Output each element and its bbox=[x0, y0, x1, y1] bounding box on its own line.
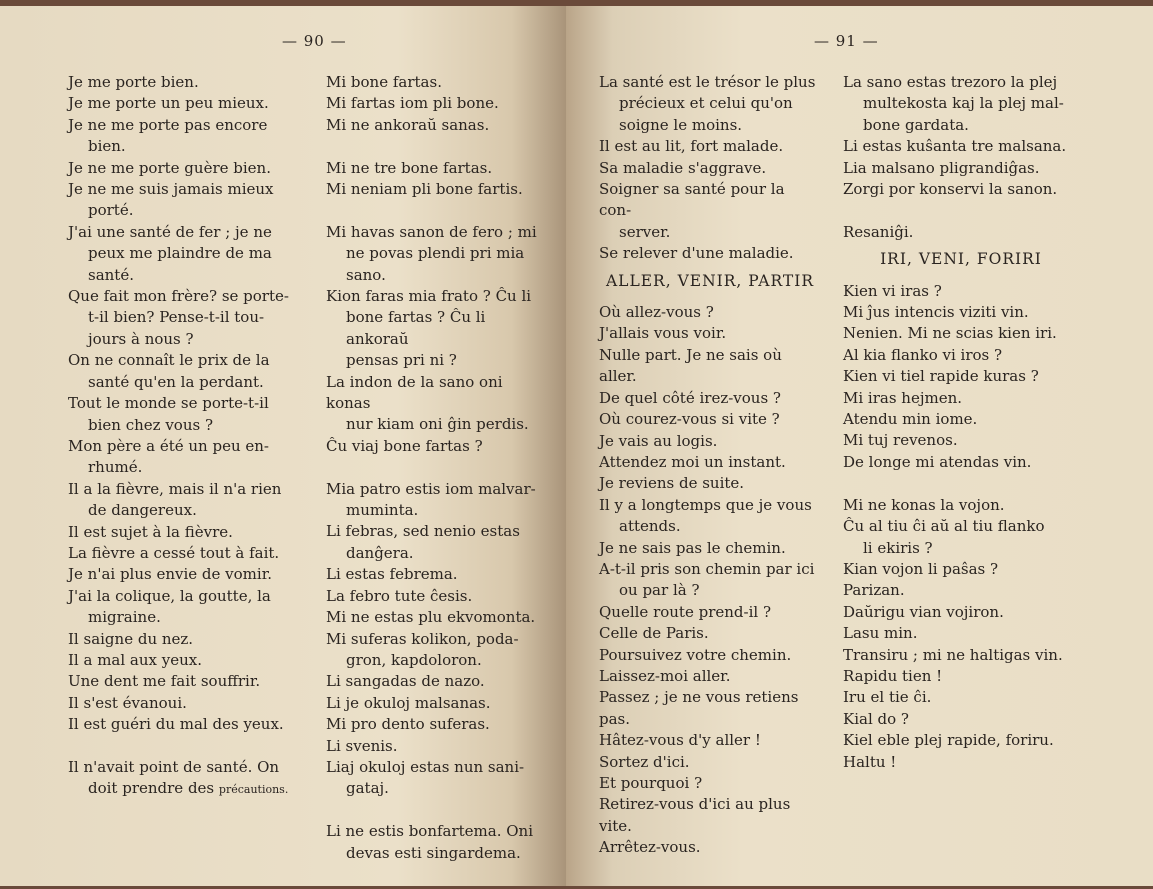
phrase: Kiel eble plej rapide, foriru. bbox=[843, 731, 1054, 750]
phrase: Haltu ! bbox=[843, 752, 897, 771]
phrase: Li ne estis bonfartema. Oni bbox=[326, 822, 534, 841]
phrase: Mi iras hejmen. bbox=[843, 388, 963, 407]
phrase: Mon père a été un peu en- bbox=[68, 436, 269, 455]
phrase: Mi ne tre bone fartas. bbox=[326, 158, 493, 177]
phrase: Je me porte un peu mieux. bbox=[68, 94, 269, 113]
phrase-part-small: précautions. bbox=[218, 783, 289, 797]
phrase: La sano estas trezoro la plej bbox=[843, 73, 1058, 91]
phrase: Je vais au logis. bbox=[599, 431, 718, 450]
phrase: Laissez-moi aller. bbox=[599, 666, 731, 685]
phrase: Lia malsano pligrandiĝas. bbox=[843, 158, 1040, 177]
phrase: Je ne me porte guère bien. bbox=[68, 158, 271, 177]
phrase: Li estas febrema. bbox=[326, 565, 458, 584]
phrase: précieux et celui qu'on bbox=[619, 94, 793, 113]
phrase: Je reviens de suite. bbox=[599, 474, 745, 493]
phrase: migraine. bbox=[88, 608, 161, 627]
right-page bbox=[566, 6, 1153, 886]
phrase: Lasu min. bbox=[843, 624, 918, 643]
phrase: Parizan. bbox=[843, 581, 905, 600]
phrase: De longe mi atendas vin. bbox=[843, 452, 1032, 471]
phrase: server. bbox=[619, 222, 671, 241]
phrase: Mi ne ankoraŭ sanas. bbox=[326, 115, 490, 134]
phrase: de dangereux. bbox=[88, 501, 197, 520]
phrase: Iru el tie ĉi. bbox=[843, 688, 932, 707]
phrase: ou par là ? bbox=[619, 581, 700, 600]
phrase: La fièvre a cessé tout à fait. bbox=[68, 543, 280, 562]
phrase: Hâtez-vous d'y aller ! bbox=[599, 731, 761, 750]
phrase: La santé est le trésor le plus bbox=[599, 73, 816, 91]
phrase: Je ne me suis jamais mieux bbox=[68, 180, 274, 199]
phrase: Quelle route prend-il ? bbox=[599, 602, 771, 621]
phrase: Sa maladie s'aggrave. bbox=[599, 158, 767, 177]
phrase: Poursuivez votre chemin. bbox=[599, 645, 792, 664]
phrase: Li febras, sed nenio estas bbox=[326, 522, 520, 541]
phrase: t-il bien? Pense-t-il tou- bbox=[88, 308, 265, 327]
phrase: On ne connaît le prix de la bbox=[68, 351, 270, 370]
phrase: Liaj okuloj estas nun sani- bbox=[326, 757, 525, 776]
esperanto-column bbox=[326, 72, 546, 864]
phrase: Nenien. Mi ne scias kien iri. bbox=[843, 324, 1057, 343]
phrase: gron, kapdoloron. bbox=[346, 650, 482, 669]
page-number: — 90 — bbox=[282, 32, 347, 50]
phrase: attends. bbox=[619, 517, 681, 536]
phrase: Daŭrigu vian vojiron. bbox=[843, 602, 1004, 621]
phrase: Mia patro estis iom malvar- bbox=[326, 479, 536, 498]
phrase: J'ai une santé de fer ; je ne bbox=[68, 222, 272, 241]
phrase: Mi ne konas la vojon. bbox=[843, 495, 1005, 514]
phrase: muminta. bbox=[346, 501, 419, 520]
phrase: La febro tute ĉesis. bbox=[326, 586, 473, 605]
page-number: — 91 — bbox=[814, 32, 879, 50]
phrase: Al kia flanko vi iros ? bbox=[843, 345, 1003, 364]
phrase: devas esti singardema. bbox=[346, 843, 521, 862]
phrase: Kial do ? bbox=[843, 709, 909, 728]
phrase: La indon de la sano oni konas bbox=[326, 372, 503, 413]
phrase: rhumé. bbox=[88, 458, 143, 477]
phrase-part: doit prendre des bbox=[88, 779, 215, 798]
phrase: bien chez vous ? bbox=[88, 415, 213, 434]
phrase: Mi neniam pli bone fartis. bbox=[326, 180, 523, 199]
section-heading: IRI, VENI, FORIRI bbox=[880, 250, 1042, 269]
phrase: Celle de Paris. bbox=[599, 624, 709, 643]
phrase: Transiru ; mi ne haltigas vin. bbox=[843, 645, 1063, 664]
phrase: Se relever d'une maladie. bbox=[599, 244, 794, 263]
phrase: Où allez-vous ? bbox=[599, 303, 714, 322]
phrase: li ekiris ? bbox=[863, 538, 933, 557]
phrase: Il saigne du nez. bbox=[68, 629, 194, 648]
phrase: bien. bbox=[88, 137, 126, 156]
phrase: A-t-il pris son chemin par ici bbox=[599, 559, 815, 578]
phrase: Retirez-vous d'ici au plus vite. bbox=[599, 795, 791, 835]
phrase: Il est guéri du mal des yeux. bbox=[68, 715, 284, 734]
phrase: Ĉu al tiu ĉi aŭ al tiu flanko bbox=[843, 517, 1045, 536]
phrase: Il y a longtemps que je vous bbox=[599, 495, 812, 514]
left-page bbox=[0, 6, 568, 886]
phrase: Sortez d'ici. bbox=[599, 752, 690, 771]
phrase: Je ne sais pas le chemin. bbox=[599, 538, 786, 557]
phrase: Mi fartas iom pli bone. bbox=[326, 94, 499, 113]
phrase: Arrêtez-vous. bbox=[599, 838, 701, 857]
phrase: Mi ĵus intencis viziti vin. bbox=[843, 303, 1029, 322]
phrase: jours à nous ? bbox=[88, 329, 194, 348]
phrase: Li je okuloj malsanas. bbox=[326, 693, 491, 712]
french-column bbox=[599, 72, 821, 859]
phrase: gataj. bbox=[346, 779, 389, 798]
phrase: Une dent me fait souffrir. bbox=[68, 672, 261, 691]
phrase: Rapidu tien ! bbox=[843, 666, 943, 685]
phrase: Kian vojon li paŝas ? bbox=[843, 559, 999, 578]
phrase: Tout le monde se porte-t-il bbox=[68, 394, 269, 413]
phrase: Li sangadas de nazo. bbox=[326, 672, 485, 691]
phrase: multekosta kaj la plej mal- bbox=[863, 94, 1064, 113]
phrase: De quel côté irez-vous ? bbox=[599, 388, 781, 407]
phrase: Kion faras mia frato ? Ĉu li bbox=[326, 287, 532, 306]
phrase: Kien vi iras ? bbox=[843, 281, 942, 300]
phrase: Mi havas sanon de fero ; mi bbox=[326, 222, 537, 241]
phrase: Et pourquoi ? bbox=[599, 774, 703, 792]
phrase: Soigner sa santé pour la con- bbox=[599, 180, 785, 220]
section-heading: ALLER, VENIR, PARTIR bbox=[605, 271, 815, 290]
phrase: Il est au lit, fort malade. bbox=[599, 137, 784, 156]
phrase: Il est sujet à la fièvre. bbox=[68, 522, 233, 541]
phrase: nur kiam oni ĝin perdis. bbox=[346, 415, 529, 434]
phrase: ne povas plendi pri mia bbox=[346, 244, 525, 263]
phrase: Li svenis. bbox=[326, 736, 398, 755]
phrase: santé qu'en la perdant. bbox=[88, 372, 264, 391]
phrase: pensas pri ni ? bbox=[346, 351, 457, 370]
phrase: Resaniĝi. bbox=[843, 222, 914, 241]
phrase: Mi tuj revenos. bbox=[843, 431, 958, 450]
phrase: Il a mal aux yeux. bbox=[68, 650, 203, 669]
phrase: Je ne me porte pas encore bbox=[68, 115, 268, 134]
esperanto-column bbox=[843, 72, 1079, 773]
phrase: Mi pro dento suferas. bbox=[326, 715, 490, 734]
phrase: soigne le moins. bbox=[619, 115, 743, 134]
phrase: Zorgi por konservi la sanon. bbox=[843, 180, 1058, 199]
phrase: Mi suferas kolikon, poda- bbox=[326, 629, 519, 648]
phrase: Je me porte bien. bbox=[68, 73, 199, 91]
phrase: Attendez moi un instant. bbox=[599, 452, 786, 471]
phrase: Mi bone fartas. bbox=[326, 73, 442, 91]
phrase: J'ai la colique, la goutte, la bbox=[68, 586, 271, 605]
phrase: Kien vi tiel rapide kuras ? bbox=[843, 367, 1039, 386]
phrase: Li estas kuŝanta tre malsana. bbox=[843, 137, 1067, 156]
phrase: danĝera. bbox=[346, 543, 414, 562]
phrase: Passez ; je ne vous retiens pas. bbox=[599, 688, 799, 728]
phrase: bone fartas ? Ĉu li ankoraŭ bbox=[346, 308, 486, 348]
phrase: Ĉu viaj bone fartas ? bbox=[326, 436, 483, 455]
phrase: bone gardata. bbox=[863, 115, 969, 134]
phrase: Je n'ai plus envie de vomir. bbox=[68, 565, 272, 584]
phrase: Nulle part. Je ne sais où aller. bbox=[599, 345, 782, 386]
phrase: Il a la fièvre, mais il n'a rien bbox=[68, 479, 282, 498]
phrase: Atendu min iome. bbox=[843, 410, 978, 429]
phrase: sano. bbox=[346, 265, 386, 284]
phrase: Que fait mon frère? se porte- bbox=[68, 287, 289, 306]
phrase: Mi ne estas plu ekvomonta. bbox=[326, 608, 536, 627]
phrase: Il s'est évanoui. bbox=[68, 693, 187, 712]
phrase: Il n'avait point de santé. On bbox=[68, 757, 280, 776]
phrase: santé. bbox=[88, 265, 134, 284]
french-column bbox=[68, 72, 304, 801]
phrase: peux me plaindre de ma bbox=[88, 244, 272, 263]
phrase: Où courez-vous si vite ? bbox=[599, 410, 780, 429]
phrase bbox=[68, 778, 304, 800]
phrase: porté. bbox=[88, 201, 134, 220]
phrase: J'allais vous voir. bbox=[599, 324, 727, 343]
